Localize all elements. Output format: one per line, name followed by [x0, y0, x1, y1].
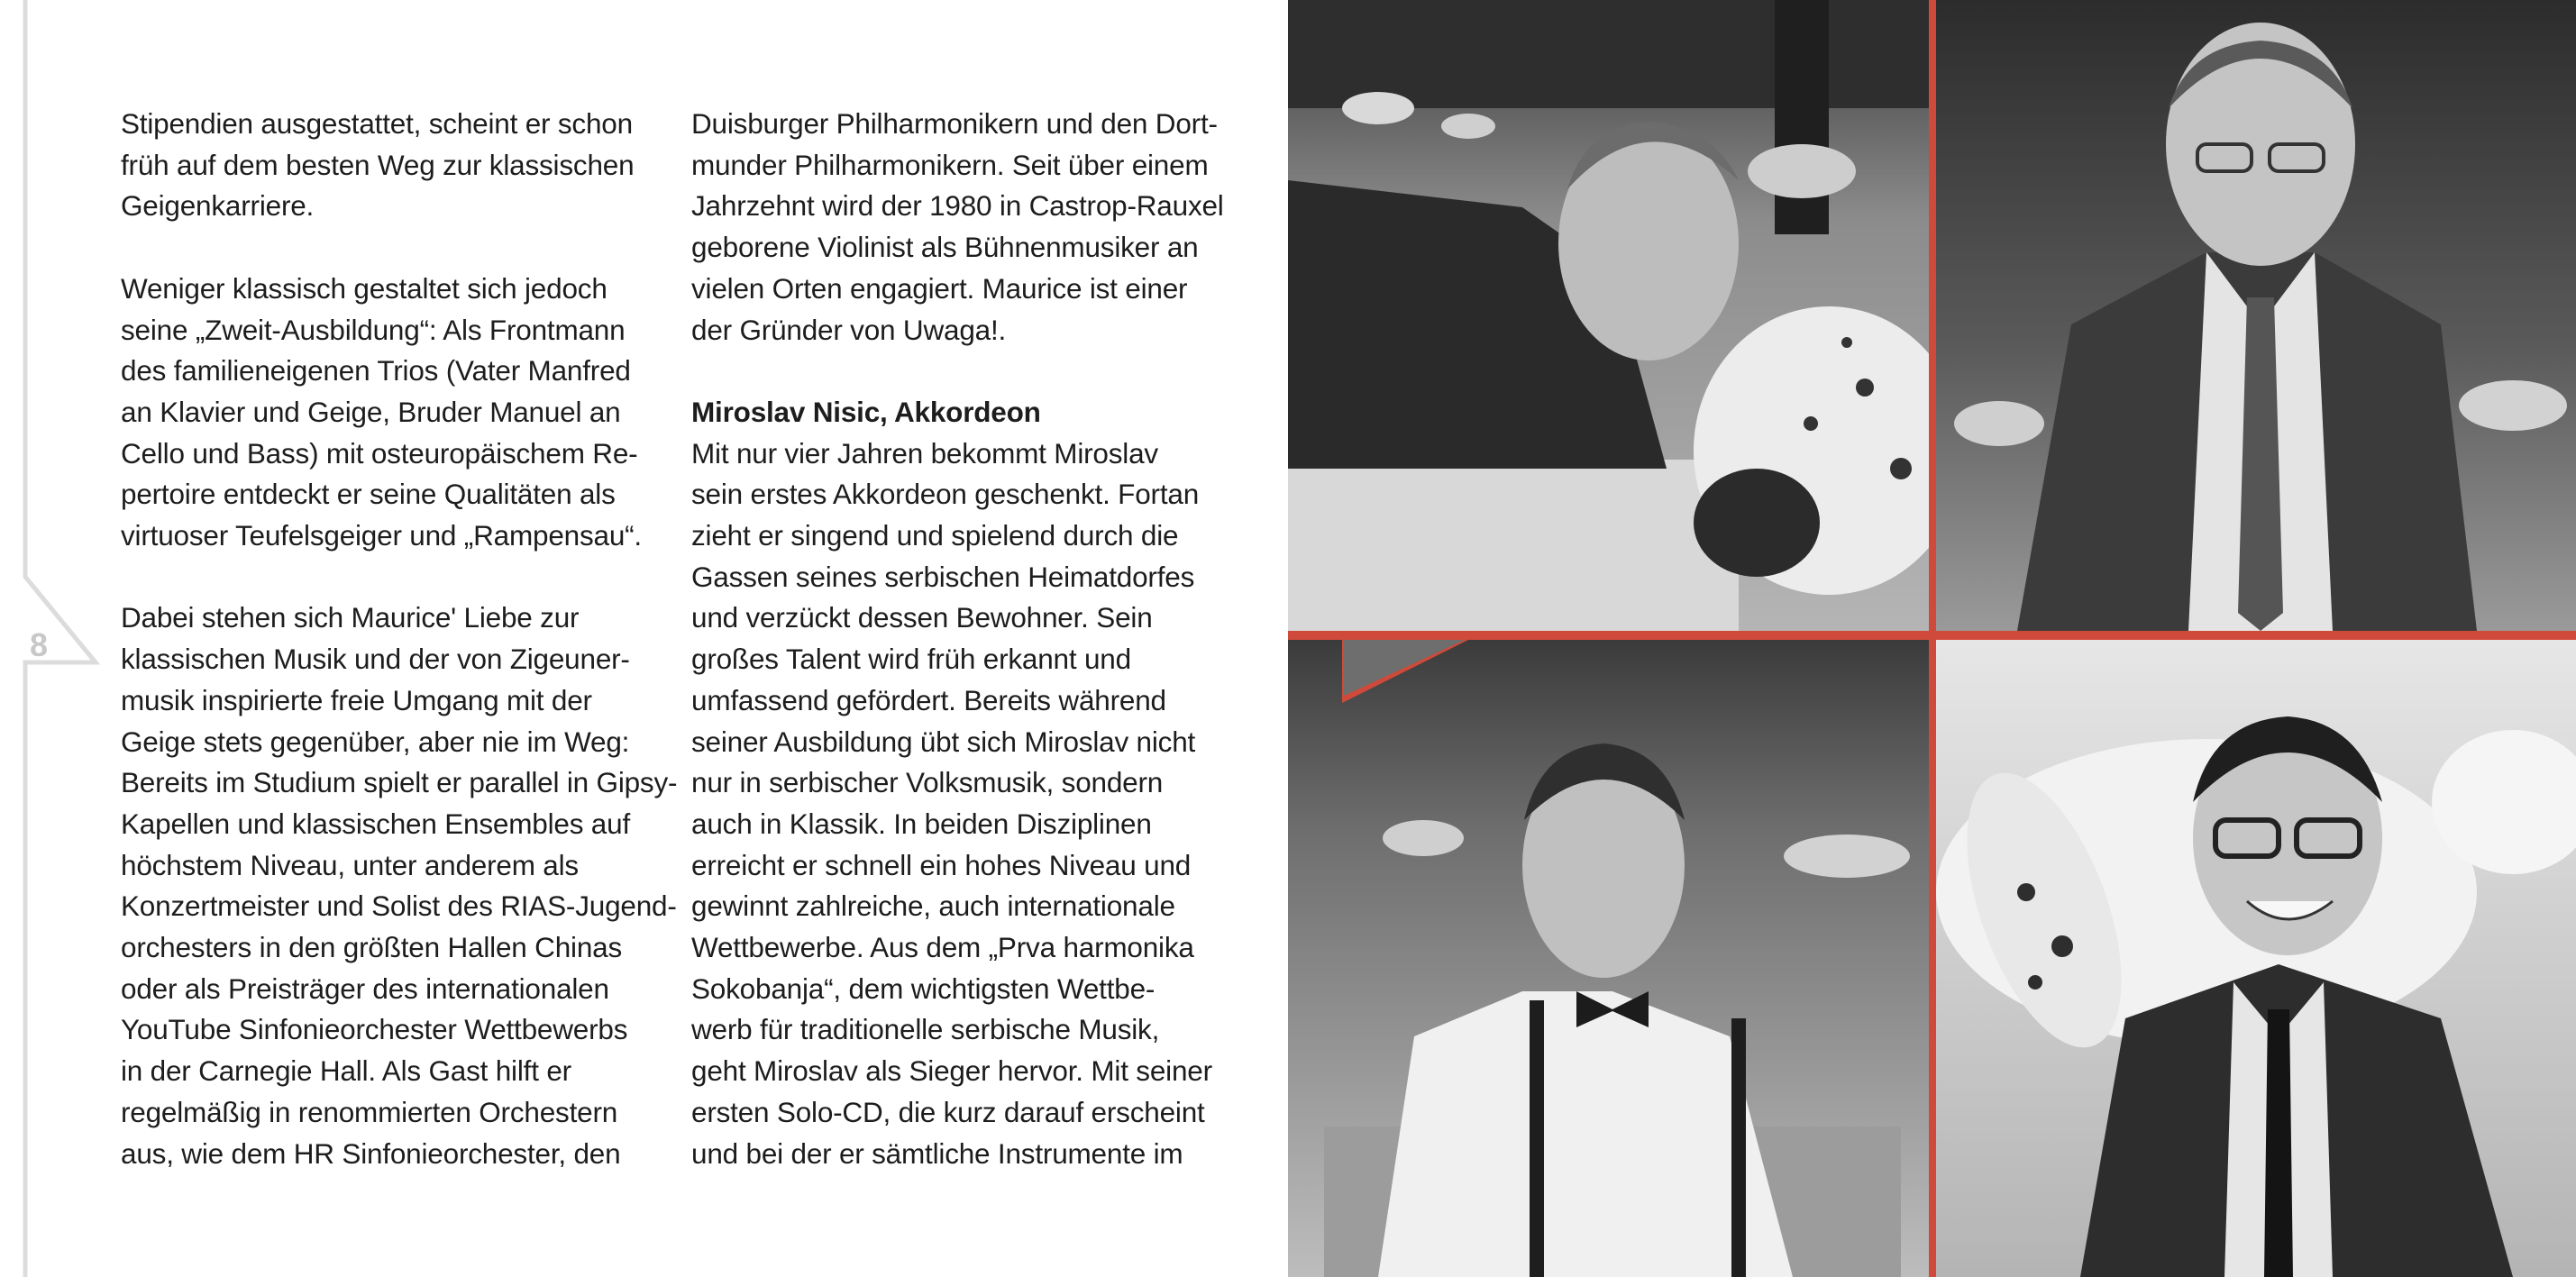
text-line: erreicht er schnell ein hohes Niveau und — [691, 848, 1192, 881]
text-line: Wettbewerbe. Aus dem „Prva harmonika — [691, 931, 1194, 964]
text-line: Konzertmeister und Solist des RIAS-Jugend- — [121, 889, 677, 923]
text-line: Dabei stehen sich Maurice' Liebe zur — [121, 601, 580, 634]
text-line: Weniger klassisch gestaltet sich jedoch — [121, 271, 607, 305]
text-line: Cello und Bass) mit osteuropäischem Re- — [121, 436, 638, 470]
text-line: seine „Zweit-Ausbildung“: Als Frontmann — [121, 313, 626, 346]
text-line: großes Talent wird früh erkannt und — [691, 643, 1131, 676]
man-in-suit-photo — [1936, 0, 2576, 631]
text-line: aus, wie dem HR Sinfonieorchester, den — [121, 1136, 621, 1170]
text-line: Bereits im Studium spielt er parallel in Gipsy- — [121, 766, 678, 799]
page-tab-shape — [0, 0, 108, 1277]
text-line: vielen Orten engagiert. Maurice ist einer — [691, 271, 1188, 305]
text-line: Mit nur vier Jahren bekommt Miroslav — [691, 436, 1158, 470]
text-line: oder als Preisträger des internationalen — [121, 971, 609, 1005]
text-line: Kapellen und klassischen Ensembles auf — [121, 807, 630, 840]
text-line: geht Miroslav als Sieger hervor. Mit seiner — [691, 1054, 1212, 1088]
text-line: sein erstes Akkordeon geschenkt. Fortan — [691, 478, 1200, 511]
text-line: und verzückt dessen Bewohner. Sein — [691, 601, 1153, 634]
text-line: Stipendien ausgestattet, scheint er schon — [121, 107, 633, 140]
text-line: des familieneigenen Trios (Vater Manfred — [121, 354, 631, 388]
text-line: nur in serbischer Volksmusik, sondern — [691, 766, 1164, 799]
text-line: der Gründer von Uwaga!. — [691, 313, 1007, 346]
text-line: seiner Ausbildung übt sich Miroslav nicht — [691, 725, 1196, 758]
text-line: regelmäßig in renommierten Orchestern — [121, 1095, 618, 1128]
paragraph — [691, 433, 1250, 1175]
text-line: an Klavier und Geige, Bruder Manuel an — [121, 395, 621, 428]
text-line: geborene Violinist als Bühnenmusiker an — [691, 231, 1199, 264]
text-line: klassischen Musik und der von Zigeuner- — [121, 643, 630, 676]
text-line: orchesters in den größten Hallen Chinas — [121, 931, 623, 964]
text-column-left — [121, 104, 680, 1174]
text-line: früh auf dem besten Weg zur klassischen — [121, 148, 635, 181]
paragraph — [121, 597, 680, 1174]
text-line: Jahrzehnt wird der 1980 in Castrop-Rauxel — [691, 189, 1224, 223]
text-line: und bei der er sämtliche Instrumente im — [691, 1136, 1183, 1170]
text-line: musik inspirierte freie Umgang mit der — [121, 683, 592, 716]
text-column-right — [691, 104, 1250, 1174]
photo-grid — [1288, 0, 2576, 1277]
text-line: gewinnt zahlreiche, auch internationale — [691, 889, 1175, 923]
page-number: 8 — [29, 626, 49, 663]
text-line: Sokobanja“, dem wichtigsten Wettbe- — [691, 971, 1156, 1005]
man-with-bowtie-photo — [1288, 640, 1929, 1277]
text-line: auch in Klassik. In beiden Disziplinen — [691, 807, 1152, 840]
text-line: Geigenkarriere. — [121, 189, 315, 223]
text-line: umfassend gefördert. Bereits während — [691, 683, 1166, 716]
section-heading: Miroslav Nisic, Akkordeon — [691, 395, 1041, 428]
paragraph — [121, 104, 680, 227]
text-line: zieht er singend und spielend durch die — [691, 519, 1179, 552]
text-line: Geige stets gegenüber, aber nie im Weg: — [121, 725, 630, 758]
speech-bubble-notch — [1288, 631, 1486, 712]
text-line: ersten Solo-CD, die kurz darauf erscheint — [691, 1095, 1205, 1128]
text-line: Gassen seines serbischen Heimatdorfes — [691, 560, 1195, 593]
text-line: munder Philharmonikern. Seit über einem — [691, 148, 1209, 181]
text-line: höchstem Niveau, unter anderem als — [121, 848, 579, 881]
man-with-glasses-and-sheep-photo — [1936, 640, 2576, 1277]
paragraph — [121, 269, 680, 557]
man-with-sheep-photo — [1288, 0, 1929, 631]
text-line: in der Carnegie Hall. Als Gast hilft er — [121, 1054, 571, 1088]
text-line: pertoire entdeckt er seine Qualitäten als — [121, 478, 616, 511]
text-line: YouTube Sinfonieorchester Wettbewerbs — [121, 1013, 628, 1046]
text-line: Duisburger Philharmonikern und den Dort- — [691, 107, 1218, 140]
text-line: virtuoser Teufelsgeiger und „Rampensau“. — [121, 519, 642, 552]
paragraph — [691, 104, 1250, 351]
text-line: werb für traditionelle serbische Musik, — [691, 1013, 1160, 1046]
